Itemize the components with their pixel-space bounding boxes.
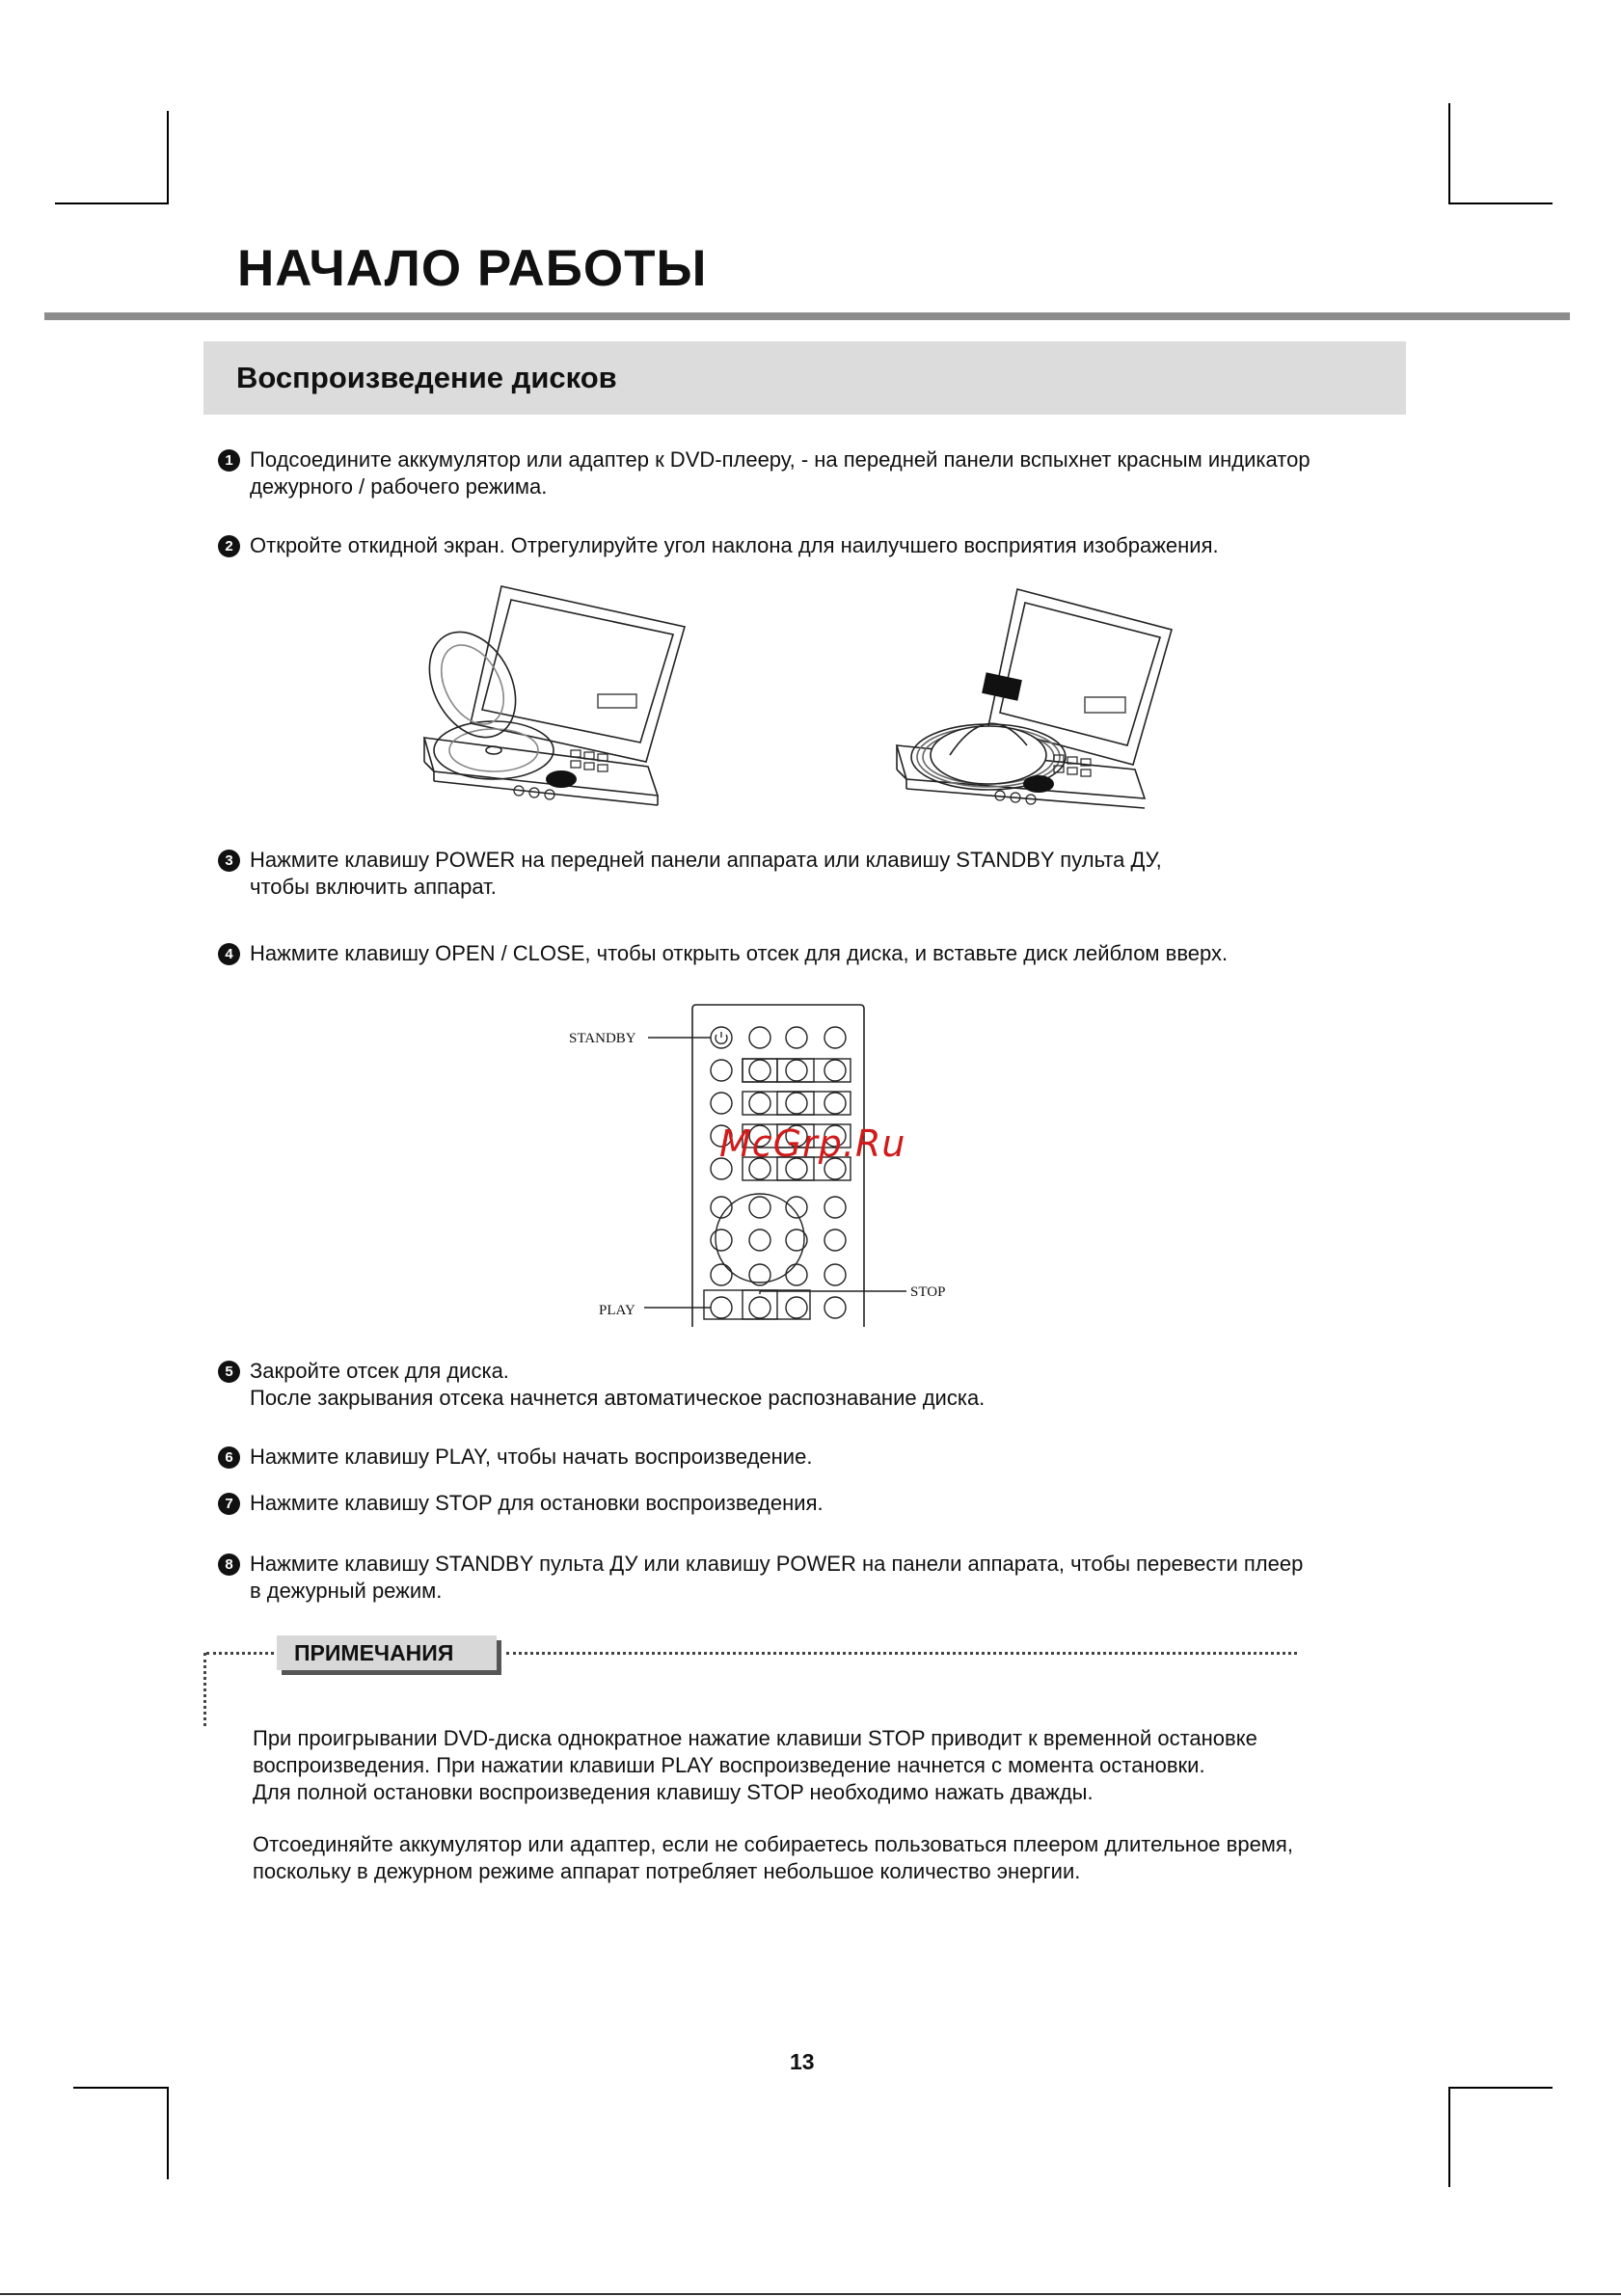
crop-mark xyxy=(1448,203,1553,204)
step-text: в дежурный режим. xyxy=(250,1579,443,1603)
step-7 xyxy=(218,1490,1414,1517)
step-number: 8 xyxy=(218,1553,240,1576)
step-number: 4 xyxy=(218,943,240,965)
bottom-edge-line xyxy=(0,2293,1621,2295)
watermark: McGrp.Ru xyxy=(719,1122,906,1165)
remote-control-illustration xyxy=(559,999,964,1332)
notes-dotted-line xyxy=(506,1652,1297,1655)
step-4 xyxy=(218,940,1414,967)
dvd-player-open-illustration xyxy=(405,579,694,820)
page-title: НАЧАЛО РАБОТЫ xyxy=(237,240,708,297)
step-text: Нажмите клавишу POWER на передней панели аппарата или клавишу STANDBY пульта ДУ, xyxy=(250,848,1162,872)
step-number: 3 xyxy=(218,850,240,872)
step-3 xyxy=(218,847,1414,901)
step-8 xyxy=(218,1551,1414,1605)
crop-mark xyxy=(55,203,169,204)
step-text: дежурного / рабочего режима. xyxy=(250,474,548,499)
standby-label: STANDBY xyxy=(569,1031,636,1046)
page-number: 13 xyxy=(790,2049,815,2074)
step-text: Нажмите клавишу PLAY, чтобы начать воспроизведение. xyxy=(250,1445,813,1469)
stop-label: STOP xyxy=(910,1284,946,1300)
step-text: Откройте откидной экран. Отрегулируйте угол наклона для наилучшего восприятия изображения. xyxy=(250,533,1219,557)
crop-mark xyxy=(1448,2087,1553,2089)
step-number: 6 xyxy=(218,1446,240,1469)
step-text: Подсоедините аккумулятор или адаптер к DVD-плееру, - на передней панели вспыхнет красным индикатор xyxy=(250,447,1310,472)
notes-dotted-line xyxy=(206,1652,274,1655)
section-title: Воспроизведение дисков xyxy=(236,361,617,394)
crop-mark xyxy=(1448,103,1450,203)
step-text: Нажмите клавишу OPEN / CLOSE, чтобы открыть отсек для диска, и вставьте диск лейблом вверх. xyxy=(250,941,1229,965)
notes-dotted-line xyxy=(203,1653,206,1726)
title-rule xyxy=(44,312,1570,320)
step-number: 1 xyxy=(218,449,240,472)
note-paragraph-2 xyxy=(253,1831,1410,1885)
step-1 xyxy=(218,446,1414,500)
note-line: При проигрывании DVD-диска однократное нажатие клавиши STOP приводит к временной остановке xyxy=(253,1726,1257,1750)
step-5 xyxy=(218,1358,1414,1412)
note-line: Для полной остановки воспроизведения клавишу STOP необходимо нажать дважды. xyxy=(253,1780,1094,1804)
crop-mark xyxy=(167,2087,169,2179)
step-6 xyxy=(218,1444,1414,1471)
crop-mark xyxy=(167,111,169,203)
note-paragraph-1 xyxy=(253,1725,1410,1806)
note-line: поскольку в дежурном режиме аппарат потребляет небольшое количество энергии. xyxy=(253,1859,1081,1883)
crop-mark xyxy=(1448,2087,1450,2187)
notes-header xyxy=(277,1635,497,1670)
step-text: После закрывания отсека начнется автоматическое распознавание диска. xyxy=(250,1386,986,1410)
step-number: 7 xyxy=(218,1493,240,1515)
step-number: 2 xyxy=(218,535,240,557)
dvd-player-disc-inserted-illustration xyxy=(882,581,1181,823)
step-text: Нажмите клавишу STANDBY пульта ДУ или клавишу POWER на панели аппарата, чтобы перевести плеер xyxy=(250,1552,1304,1576)
step-text: Нажмите клавишу STOP для остановки воспроизведения. xyxy=(250,1491,824,1515)
step-text: Закройте отсек для диска. xyxy=(250,1359,509,1383)
note-line: Отсоединяйте аккумулятор или адаптер, если не собираетесь пользоваться плеером длительное время, xyxy=(253,1832,1293,1856)
note-line: воспроизведения. При нажатии клавиши PLAY воспроизведение начнется с момента остановки. xyxy=(253,1753,1205,1777)
step-2 xyxy=(218,532,1414,559)
notes-label: ПРИМЕЧАНИЯ xyxy=(294,1640,454,1665)
play-label: PLAY xyxy=(599,1303,635,1318)
crop-mark xyxy=(73,2087,169,2089)
section-header xyxy=(203,341,1406,415)
step-text: чтобы включить аппарат. xyxy=(250,875,497,899)
step-number: 5 xyxy=(218,1361,240,1383)
